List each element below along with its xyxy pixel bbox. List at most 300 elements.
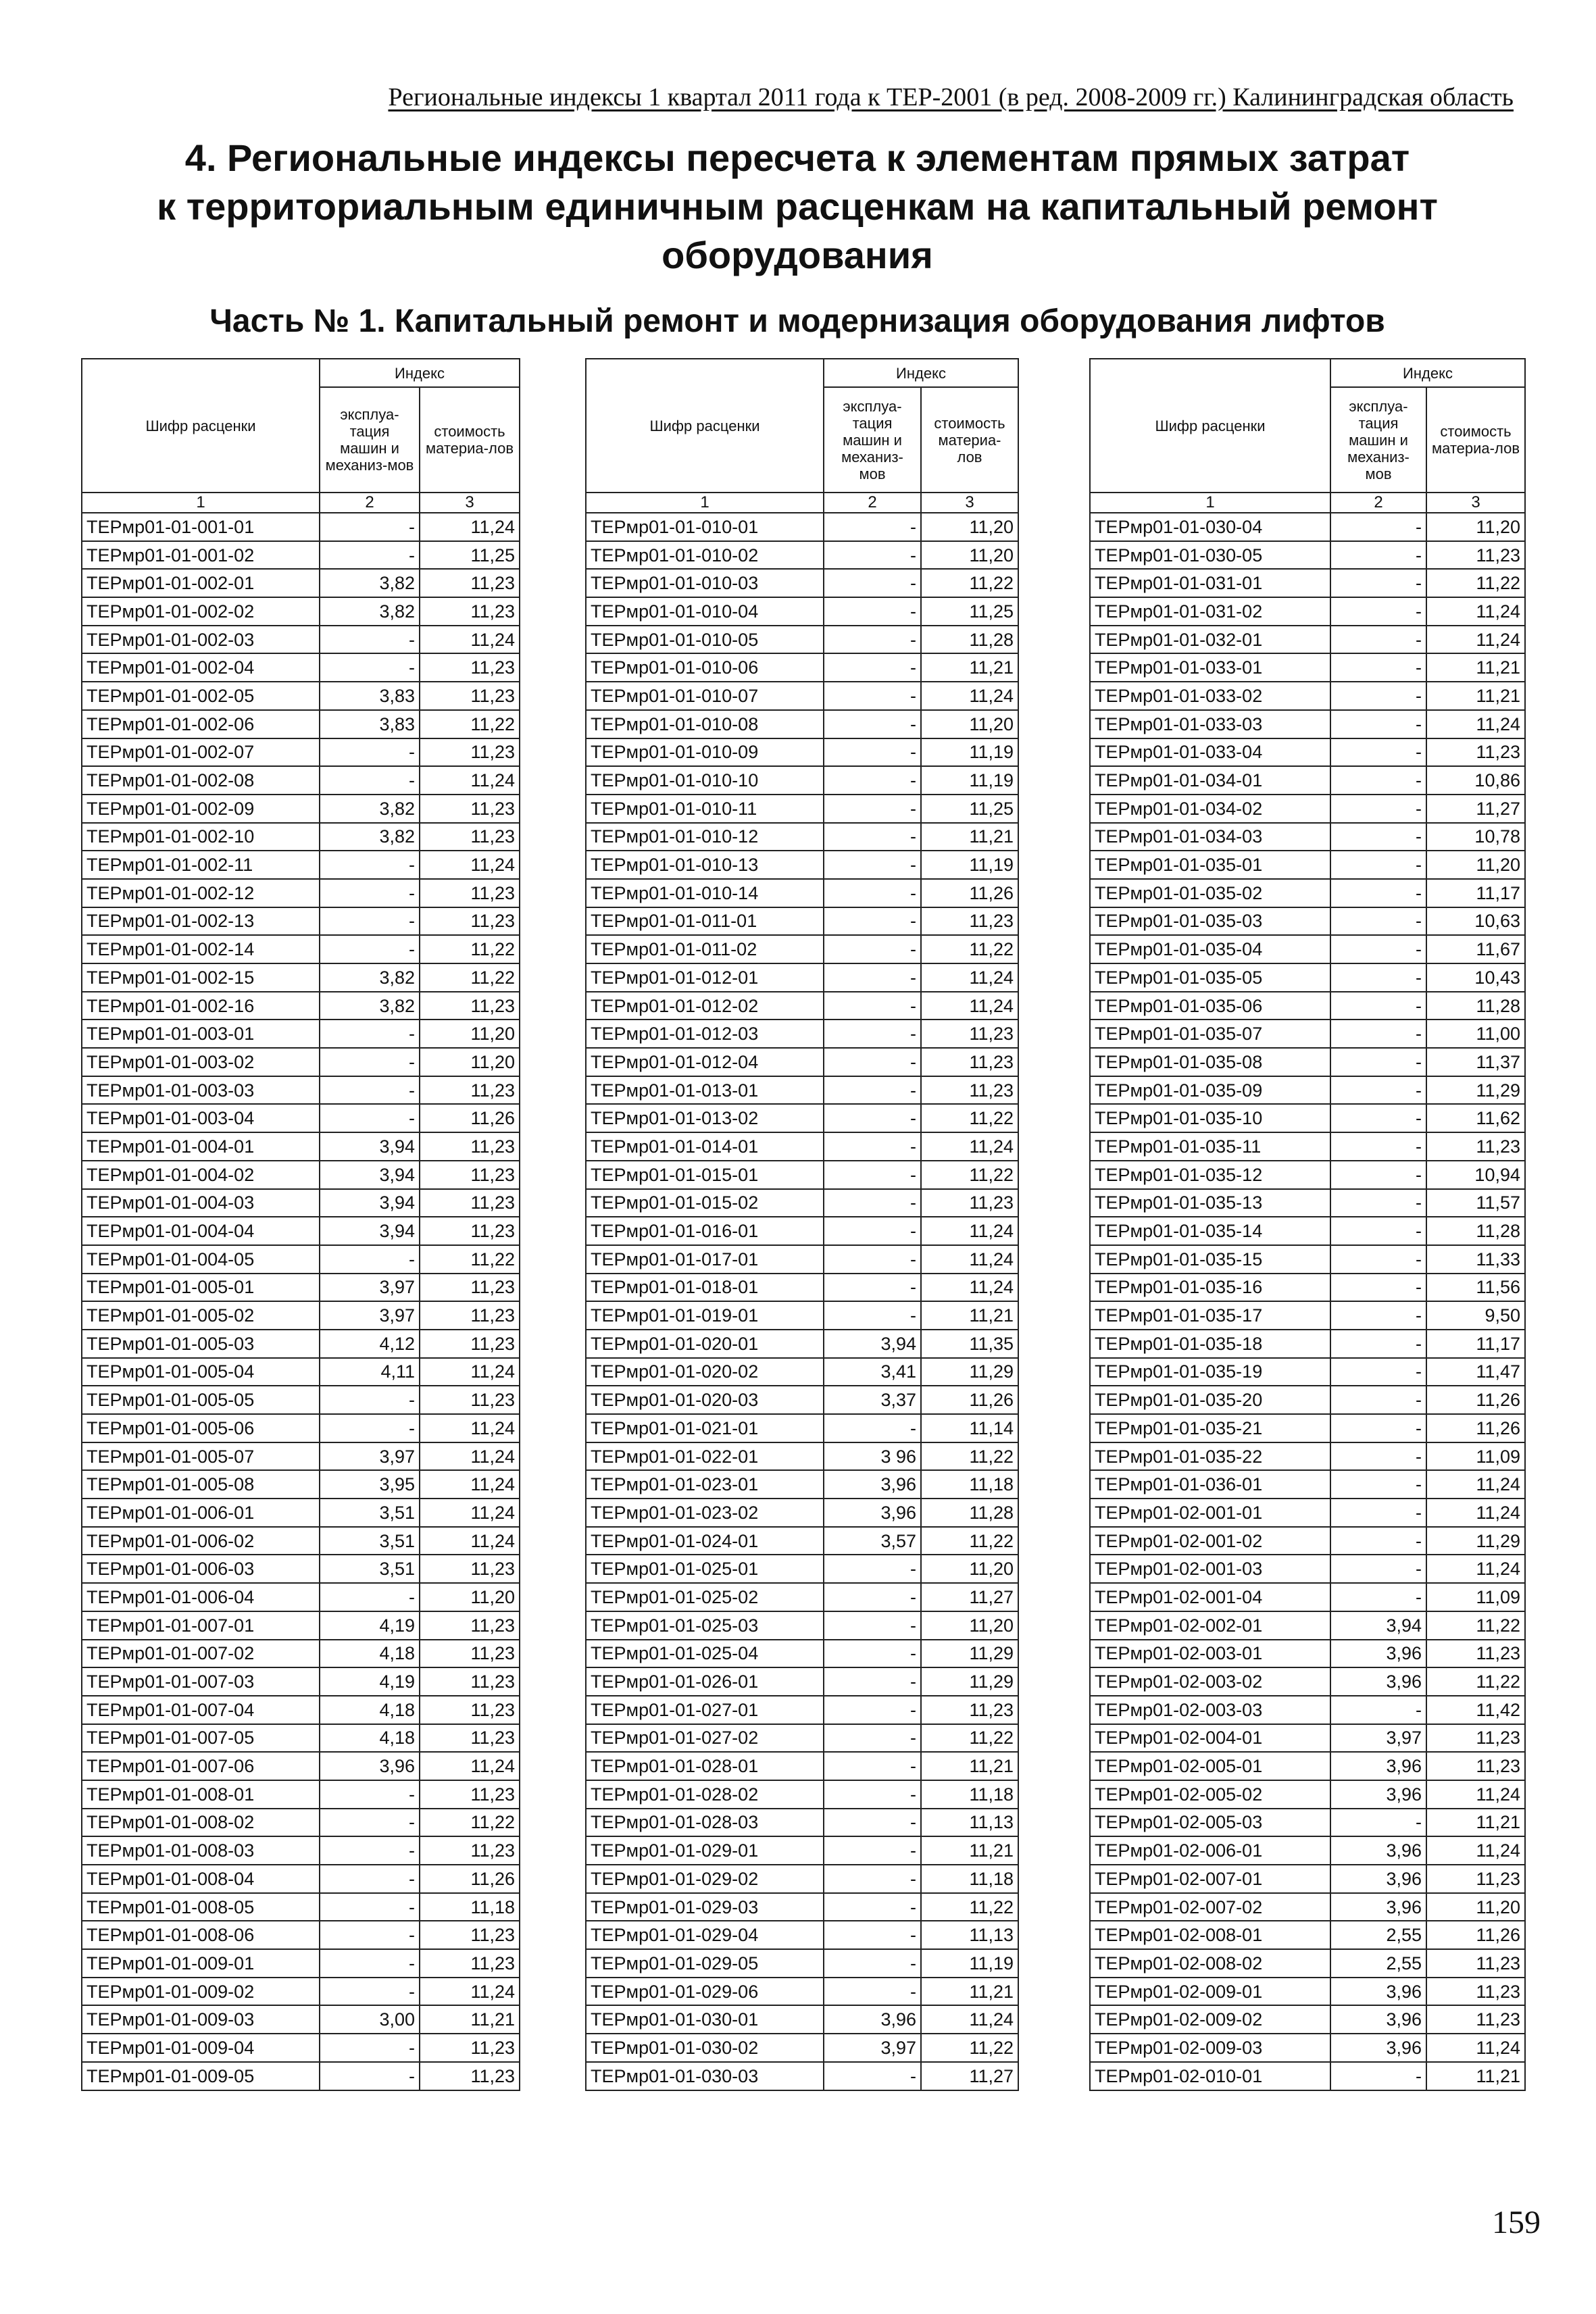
materials-cell: 11,23 xyxy=(420,1921,520,1949)
materials-cell: 11,22 xyxy=(921,1442,1018,1471)
code-cell: ТЕРмр01-02-007-02 xyxy=(1090,1893,1330,1921)
materials-cell: 11,24 xyxy=(420,1978,520,2006)
machines-cell: - xyxy=(1330,1414,1426,1442)
machines-cell: - xyxy=(1330,935,1426,963)
materials-cell: 11,23 xyxy=(1426,1640,1525,1668)
code-cell: ТЕРмр01-01-027-01 xyxy=(586,1696,824,1724)
table-row xyxy=(82,1274,520,1302)
code-cell: ТЕРмр01-01-031-02 xyxy=(1090,597,1330,626)
machines-cell: - xyxy=(1330,738,1426,767)
code-cell: ТЕРмр01-01-035-20 xyxy=(1090,1386,1330,1414)
table-row xyxy=(586,682,1018,710)
code-cell: ТЕРмр01-01-030-03 xyxy=(586,2062,824,2090)
table-row xyxy=(1090,1611,1525,1640)
materials-cell: 11,18 xyxy=(921,1780,1018,1809)
materials-cell: 11,13 xyxy=(921,1809,1018,1837)
materials-cell: 11,22 xyxy=(921,1104,1018,1132)
materials-cell: 11,21 xyxy=(420,2005,520,2034)
materials-cell: 11,23 xyxy=(420,1949,520,1978)
table-row xyxy=(1090,823,1525,851)
machines-cell: 3,41 xyxy=(824,1358,921,1386)
materials-cell: 11,20 xyxy=(1426,513,1525,541)
machines-cell: 3,97 xyxy=(320,1442,420,1471)
code-cell: ТЕРмр01-01-001-01 xyxy=(82,513,320,541)
machines-cell: - xyxy=(1330,1809,1426,1837)
machines-cell: - xyxy=(824,1893,921,1921)
materials-cell: 11,22 xyxy=(420,935,520,963)
machines-cell: - xyxy=(1330,1076,1426,1105)
materials-cell: 11,23 xyxy=(420,992,520,1020)
table-row xyxy=(586,1358,1018,1386)
table-row xyxy=(82,1217,520,1245)
materials-cell: 11,24 xyxy=(921,2005,1018,2034)
table-row xyxy=(82,795,520,823)
materials-cell: 11,09 xyxy=(1426,1583,1525,1611)
materials-cell: 11,23 xyxy=(420,1611,520,1640)
machines-cell: - xyxy=(824,879,921,907)
machines-cell: - xyxy=(1330,626,1426,654)
materials-cell: 11,22 xyxy=(1426,569,1525,597)
machines-cell: - xyxy=(320,513,420,541)
materials-cell: 10,94 xyxy=(1426,1161,1525,1189)
materials-cell: 11,24 xyxy=(420,1442,520,1471)
code-cell: ТЕРмр01-01-025-01 xyxy=(586,1555,824,1583)
materials-cell: 11,23 xyxy=(1426,1949,1525,1978)
code-cell: ТЕРмр01-01-006-02 xyxy=(82,1527,320,1555)
machines-cell: - xyxy=(1330,1161,1426,1189)
materials-cell: 11,24 xyxy=(1426,597,1525,626)
code-cell: ТЕРмр01-01-009-05 xyxy=(82,2062,320,2090)
code-cell: ТЕРмр01-01-010-06 xyxy=(586,653,824,682)
machines-cell: - xyxy=(1330,1020,1426,1048)
column-number: 3 xyxy=(921,493,1018,513)
materials-cell: 11,19 xyxy=(921,738,1018,767)
materials-cell: 11,24 xyxy=(420,1527,520,1555)
machines-cell: 3,82 xyxy=(320,823,420,851)
machines-cell: - xyxy=(320,1020,420,1048)
materials-cell: 11,22 xyxy=(420,963,520,992)
code-cell: ТЕРмр01-01-007-02 xyxy=(82,1640,320,1668)
code-cell: ТЕРмр01-01-010-05 xyxy=(586,626,824,654)
machines-cell: - xyxy=(320,653,420,682)
table-row xyxy=(82,1752,520,1780)
machines-cell: - xyxy=(1330,1301,1426,1330)
table-row xyxy=(586,1048,1018,1076)
table-row xyxy=(1090,766,1525,795)
machines-cell: - xyxy=(824,851,921,879)
machines-cell: 3,00 xyxy=(320,2005,420,2034)
materials-cell: 11,27 xyxy=(921,1583,1018,1611)
code-cell: ТЕРмр01-01-019-01 xyxy=(586,1301,824,1330)
machines-cell: - xyxy=(1330,1442,1426,1471)
materials-cell: 11,20 xyxy=(420,1048,520,1076)
table-row xyxy=(586,1161,1018,1189)
table-row xyxy=(586,1414,1018,1442)
materials-cell: 11,24 xyxy=(420,766,520,795)
table-row xyxy=(1090,1527,1525,1555)
code-cell: ТЕРмр01-01-002-13 xyxy=(82,907,320,936)
code-cell: ТЕРмр01-01-001-02 xyxy=(82,541,320,570)
machines-cell: - xyxy=(1330,1499,1426,1527)
table-row xyxy=(1090,1499,1525,1527)
code-cell: ТЕРмр01-02-003-01 xyxy=(1090,1640,1330,1668)
code-cell: ТЕРмр01-01-035-10 xyxy=(1090,1104,1330,1132)
materials-cell: 11,42 xyxy=(1426,1696,1525,1724)
machines-cell: - xyxy=(320,1386,420,1414)
machines-cell: 3,96 xyxy=(824,1470,921,1499)
code-cell: ТЕРмр01-01-015-01 xyxy=(586,1161,824,1189)
machines-cell: - xyxy=(320,1978,420,2006)
machines-cell: - xyxy=(824,1076,921,1105)
table-row xyxy=(1090,653,1525,682)
code-cell: ТЕРмр01-01-025-04 xyxy=(586,1640,824,1668)
table-row xyxy=(586,1386,1018,1414)
materials-cell: 11,18 xyxy=(921,1865,1018,1893)
machines-cell: - xyxy=(320,626,420,654)
machines-cell: 3,82 xyxy=(320,992,420,1020)
machines-cell: 3,82 xyxy=(320,795,420,823)
table-row xyxy=(1090,1161,1525,1189)
materials-cell: 11,24 xyxy=(1426,1470,1525,1499)
code-cell: ТЕРмр01-01-003-03 xyxy=(82,1076,320,1105)
code-cell: ТЕРмр01-01-006-01 xyxy=(82,1499,320,1527)
materials-cell: 11,22 xyxy=(921,1893,1018,1921)
header-row xyxy=(1090,359,1525,387)
table-row xyxy=(1090,710,1525,738)
materials-cell: 11,23 xyxy=(1426,1865,1525,1893)
machines-cell: - xyxy=(320,2034,420,2062)
materials-cell: 11,35 xyxy=(921,1330,1018,1358)
code-cell: ТЕРмр01-01-007-04 xyxy=(82,1696,320,1724)
machines-cell: 3,97 xyxy=(1330,1724,1426,1753)
code-cell: ТЕРмр01-01-002-04 xyxy=(82,653,320,682)
table-row xyxy=(82,1132,520,1161)
table-row xyxy=(82,1921,520,1949)
materials-cell: 11,22 xyxy=(420,1809,520,1837)
materials-cell: 11,23 xyxy=(420,1076,520,1105)
machines-cell: - xyxy=(824,1555,921,1583)
table-row xyxy=(586,963,1018,992)
machines-cell: 3,96 xyxy=(1330,2034,1426,2062)
table-row xyxy=(586,1978,1018,2006)
machines-cell: - xyxy=(824,1020,921,1048)
machines-cell: - xyxy=(824,1274,921,1302)
machines-cell: 3,94 xyxy=(320,1161,420,1189)
machines-cell: 3,51 xyxy=(320,1527,420,1555)
machines-cell: - xyxy=(824,569,921,597)
materials-cell: 11,13 xyxy=(921,1921,1018,1949)
code-cell: ТЕРмр01-01-017-01 xyxy=(586,1245,824,1274)
materials-cell: 11,22 xyxy=(921,1527,1018,1555)
machines-cell: 2,55 xyxy=(1330,1949,1426,1978)
code-cell: ТЕРмр01-01-030-05 xyxy=(1090,541,1330,570)
machines-cell: - xyxy=(824,541,921,570)
header-materials: стоимость материа-лов xyxy=(420,387,520,493)
machines-cell: - xyxy=(1330,879,1426,907)
table-row xyxy=(1090,1189,1525,1217)
header-machines: эксплуа-тация машин и механиз-мов xyxy=(824,387,921,493)
materials-cell: 11,67 xyxy=(1426,935,1525,963)
table-row xyxy=(586,2005,1018,2034)
table-row xyxy=(586,569,1018,597)
column-number-row xyxy=(586,493,1018,513)
machines-cell: - xyxy=(1330,1274,1426,1302)
code-cell: ТЕРмр01-01-010-02 xyxy=(586,541,824,570)
code-cell: ТЕРмр01-01-002-14 xyxy=(82,935,320,963)
code-cell: ТЕРмр01-02-009-03 xyxy=(1090,2034,1330,2062)
table-row xyxy=(1090,1048,1525,1076)
machines-cell: 3,51 xyxy=(320,1499,420,1527)
materials-cell: 11,23 xyxy=(921,907,1018,936)
part-title: Часть № 1. Капитальный ремонт и модернизация оборудования лифтов xyxy=(209,303,1385,339)
code-cell: ТЕРмр01-01-007-05 xyxy=(82,1724,320,1753)
materials-cell: 11,23 xyxy=(420,879,520,907)
materials-cell: 11,28 xyxy=(921,626,1018,654)
code-cell: ТЕРмр01-01-033-01 xyxy=(1090,653,1330,682)
table-row xyxy=(1090,1470,1525,1499)
table-row xyxy=(82,1527,520,1555)
materials-cell: 11,21 xyxy=(921,1301,1018,1330)
code-cell: ТЕРмр01-01-004-01 xyxy=(82,1132,320,1161)
code-cell: ТЕРмр01-01-035-08 xyxy=(1090,1048,1330,1076)
machines-cell: 4,19 xyxy=(320,1611,420,1640)
table-row xyxy=(82,569,520,597)
table-row xyxy=(82,513,520,541)
table-row xyxy=(586,1752,1018,1780)
table-row xyxy=(586,1949,1018,1978)
table-row xyxy=(586,992,1018,1020)
table-row xyxy=(82,1667,520,1696)
table-row xyxy=(82,1020,520,1048)
table-row xyxy=(1090,879,1525,907)
machines-cell: 3,96 xyxy=(824,2005,921,2034)
table-row xyxy=(82,1640,520,1668)
materials-cell: 11,24 xyxy=(420,626,520,654)
code-cell: ТЕРмр01-01-006-04 xyxy=(82,1583,320,1611)
machines-cell: - xyxy=(320,1865,420,1893)
code-cell: ТЕРмр01-02-001-01 xyxy=(1090,1499,1330,1527)
code-cell: ТЕРмр01-02-008-02 xyxy=(1090,1949,1330,1978)
materials-cell: 11,33 xyxy=(1426,1245,1525,1274)
code-cell: ТЕРмр01-02-001-04 xyxy=(1090,1583,1330,1611)
machines-cell: 3,94 xyxy=(320,1189,420,1217)
materials-cell: 11,24 xyxy=(1426,1780,1525,1809)
machines-cell: - xyxy=(824,1696,921,1724)
machines-cell: 3,96 xyxy=(1330,1836,1426,1865)
table-row xyxy=(586,1696,1018,1724)
machines-cell: - xyxy=(824,1949,921,1978)
materials-cell: 10,86 xyxy=(1426,766,1525,795)
materials-cell: 10,63 xyxy=(1426,907,1525,936)
table-row xyxy=(586,597,1018,626)
materials-cell: 11,19 xyxy=(921,766,1018,795)
table-row xyxy=(1090,513,1525,541)
code-cell: ТЕРмр01-01-036-01 xyxy=(1090,1470,1330,1499)
code-cell: ТЕРмр01-01-002-09 xyxy=(82,795,320,823)
machines-cell: - xyxy=(824,1836,921,1865)
code-cell: ТЕРмр01-01-034-03 xyxy=(1090,823,1330,851)
table-row xyxy=(82,766,520,795)
code-cell: ТЕРмр01-01-030-02 xyxy=(586,2034,824,2062)
machines-cell: - xyxy=(320,738,420,767)
materials-cell: 11,23 xyxy=(420,1386,520,1414)
machines-cell: - xyxy=(1330,1555,1426,1583)
materials-cell: 11,20 xyxy=(1426,1893,1525,1921)
code-cell: ТЕРмр01-01-033-02 xyxy=(1090,682,1330,710)
materials-cell: 11,23 xyxy=(921,1696,1018,1724)
code-cell: ТЕРмр01-01-010-03 xyxy=(586,569,824,597)
machines-cell: - xyxy=(1330,2062,1426,2090)
materials-cell: 11,24 xyxy=(1426,1836,1525,1865)
materials-cell: 11,29 xyxy=(921,1358,1018,1386)
code-cell: ТЕРмр01-01-005-06 xyxy=(82,1414,320,1442)
table-row xyxy=(1090,2005,1525,2034)
code-cell: ТЕРмр01-01-035-04 xyxy=(1090,935,1330,963)
materials-cell: 11,23 xyxy=(420,1836,520,1865)
table-row xyxy=(82,907,520,936)
header-index: Индекс xyxy=(1330,359,1525,387)
table-row xyxy=(586,2062,1018,2090)
materials-cell: 11,23 xyxy=(420,1330,520,1358)
machines-cell: - xyxy=(320,1893,420,1921)
machines-cell: - xyxy=(824,1809,921,1837)
materials-cell: 11,26 xyxy=(420,1865,520,1893)
code-cell: ТЕРмр01-01-002-07 xyxy=(82,738,320,767)
materials-cell: 11,20 xyxy=(420,1583,520,1611)
code-cell: ТЕРмр01-01-011-02 xyxy=(586,935,824,963)
materials-cell: 11,27 xyxy=(1426,795,1525,823)
header-code: Шифр расценки xyxy=(82,359,320,493)
table-row xyxy=(586,1667,1018,1696)
materials-cell: 11,14 xyxy=(921,1414,1018,1442)
machines-cell: - xyxy=(1330,1527,1426,1555)
machines-cell: 3,83 xyxy=(320,682,420,710)
table-row xyxy=(586,907,1018,936)
materials-cell: 11,23 xyxy=(921,1048,1018,1076)
table-row xyxy=(1090,1978,1525,2006)
machines-cell: - xyxy=(1330,1104,1426,1132)
table-row xyxy=(586,1442,1018,1471)
table-row xyxy=(1090,1104,1525,1132)
materials-cell: 11,26 xyxy=(921,879,1018,907)
header-row xyxy=(586,359,1018,387)
table-row xyxy=(586,1809,1018,1837)
machines-cell: - xyxy=(1330,823,1426,851)
table-row xyxy=(82,597,520,626)
table-row xyxy=(82,1893,520,1921)
column-number: 1 xyxy=(82,493,320,513)
machines-cell: - xyxy=(320,1780,420,1809)
machines-cell: - xyxy=(1330,907,1426,936)
table-row xyxy=(1090,1386,1525,1414)
code-cell: ТЕРмр01-01-028-01 xyxy=(586,1752,824,1780)
machines-cell: - xyxy=(824,2062,921,2090)
table-row xyxy=(82,1865,520,1893)
header-machines: эксплуа-тация машин и механиз-мов xyxy=(320,387,420,493)
materials-cell: 11,29 xyxy=(921,1640,1018,1668)
table-row xyxy=(586,1076,1018,1105)
machines-cell: - xyxy=(824,1301,921,1330)
materials-cell: 11,29 xyxy=(1426,1527,1525,1555)
materials-cell: 10,78 xyxy=(1426,823,1525,851)
table-row xyxy=(82,1330,520,1358)
code-cell: ТЕРмр01-01-028-02 xyxy=(586,1780,824,1809)
machines-cell: - xyxy=(824,1245,921,1274)
code-cell: ТЕРмр01-01-012-04 xyxy=(586,1048,824,1076)
code-cell: ТЕРмр01-01-024-01 xyxy=(586,1527,824,1555)
materials-cell: 10,43 xyxy=(1426,963,1525,992)
materials-cell: 11,23 xyxy=(921,1020,1018,1048)
code-cell: ТЕРмр01-01-014-01 xyxy=(586,1132,824,1161)
materials-cell: 11,62 xyxy=(1426,1104,1525,1132)
code-cell: ТЕРмр01-01-004-03 xyxy=(82,1189,320,1217)
machines-cell: - xyxy=(1330,569,1426,597)
machines-cell: - xyxy=(320,1414,420,1442)
machines-cell: - xyxy=(824,1780,921,1809)
table-row xyxy=(1090,1893,1525,1921)
column-number-row xyxy=(1090,493,1525,513)
machines-cell: - xyxy=(320,1921,420,1949)
code-cell: ТЕРмр01-01-035-15 xyxy=(1090,1245,1330,1274)
code-cell: ТЕРмр01-01-025-02 xyxy=(586,1583,824,1611)
materials-cell: 11,22 xyxy=(921,1724,1018,1753)
code-cell: ТЕРмр01-01-006-03 xyxy=(82,1555,320,1583)
machines-cell: 3,96 xyxy=(1330,1667,1426,1696)
code-cell: ТЕРмр01-01-004-04 xyxy=(82,1217,320,1245)
code-cell: ТЕРмр01-01-029-05 xyxy=(586,1949,824,1978)
table-row xyxy=(586,738,1018,767)
table-row xyxy=(586,1217,1018,1245)
table-row xyxy=(586,1499,1018,1527)
code-cell: ТЕРмр01-01-015-02 xyxy=(586,1189,824,1217)
materials-cell: 11,23 xyxy=(420,795,520,823)
machines-cell: - xyxy=(1330,541,1426,570)
table-row xyxy=(586,795,1018,823)
table-row xyxy=(1090,541,1525,570)
machines-cell: - xyxy=(1330,1583,1426,1611)
table-row xyxy=(1090,1555,1525,1583)
machines-cell: 3,97 xyxy=(320,1301,420,1330)
materials-cell: 11,21 xyxy=(1426,682,1525,710)
table-row xyxy=(82,851,520,879)
materials-cell: 11,20 xyxy=(921,1611,1018,1640)
code-cell: ТЕРмр01-01-010-01 xyxy=(586,513,824,541)
header-code: Шифр расценки xyxy=(586,359,824,493)
table-row xyxy=(82,2034,520,2062)
table-row xyxy=(1090,2034,1525,2062)
machines-cell: - xyxy=(1330,597,1426,626)
table-row xyxy=(586,1865,1018,1893)
materials-cell: 9,50 xyxy=(1426,1301,1525,1330)
materials-cell: 11,09 xyxy=(1426,1442,1525,1471)
materials-cell: 11,20 xyxy=(921,1555,1018,1583)
table-row xyxy=(82,1386,520,1414)
materials-cell: 11,23 xyxy=(420,1189,520,1217)
machines-cell: - xyxy=(1330,1470,1426,1499)
machines-cell: - xyxy=(1330,1358,1426,1386)
materials-cell: 11,23 xyxy=(420,1161,520,1189)
machines-cell: - xyxy=(824,1724,921,1753)
table-row xyxy=(1090,2062,1525,2090)
table-row xyxy=(82,1611,520,1640)
materials-cell: 11,22 xyxy=(1426,1667,1525,1696)
header-code: Шифр расценки xyxy=(1090,359,1330,493)
materials-cell: 11,23 xyxy=(420,1132,520,1161)
machines-cell: - xyxy=(824,513,921,541)
table-row xyxy=(82,1949,520,1978)
table-row xyxy=(82,1414,520,1442)
code-cell: ТЕРмр01-01-002-03 xyxy=(82,626,320,654)
